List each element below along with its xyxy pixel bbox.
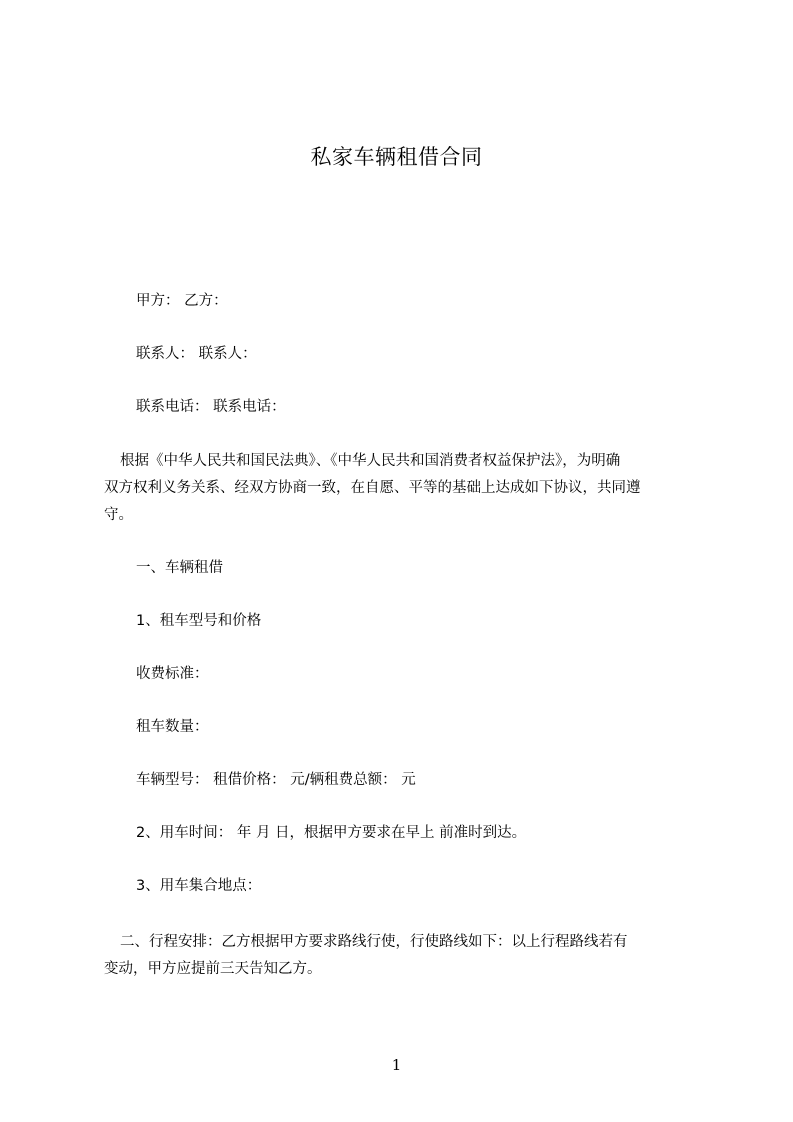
preamble-line-3: 守。 — [104, 507, 133, 523]
section-2-paragraph — [104, 929, 704, 983]
section-1-heading: 一、车辆租借 — [136, 560, 223, 576]
item-3-meeting-location: 3、用车集合地点： — [136, 878, 262, 894]
item-1-model-and-price: 1、租车型号和价格 — [136, 613, 262, 629]
preamble-line-1: 根据《中华人民共和国民法典》、《中华人民共和国消费者权益保护法》，为明确 — [120, 453, 621, 469]
model-price-line: 车辆型号： 租借价格： 元/辆租费总额： 元 — [136, 772, 416, 788]
item-2-usage-time: 2、用车时间： 年 月 日，根据甲方要求在早上 前准时到达。 — [136, 825, 527, 841]
fee-standard-line: 收费标准： — [136, 666, 209, 682]
parties-line: 甲方： 乙方： — [136, 293, 228, 309]
contact-phone-line: 联系电话： 联系电话： — [136, 399, 286, 415]
document-title: 私家车辆租借合同 — [310, 145, 483, 169]
page-number: 1 — [391, 1056, 402, 1074]
preamble-line-2: 双方权利义务关系、经双方协商一致，在自愿、平等的基础上达成如下协议，共同遵 — [104, 480, 641, 496]
preamble-paragraph — [104, 448, 704, 529]
section-2-line-1: 二、行程安排：乙方根据甲方要求路线行使，行使路线如下：以上行程路线若有 — [120, 934, 628, 950]
section-2-line-2: 变动，甲方应提前三天告知乙方。 — [104, 961, 322, 977]
contact-person-line: 联系人： 联系人： — [136, 346, 257, 362]
rental-quantity-line: 租车数量： — [136, 719, 209, 735]
